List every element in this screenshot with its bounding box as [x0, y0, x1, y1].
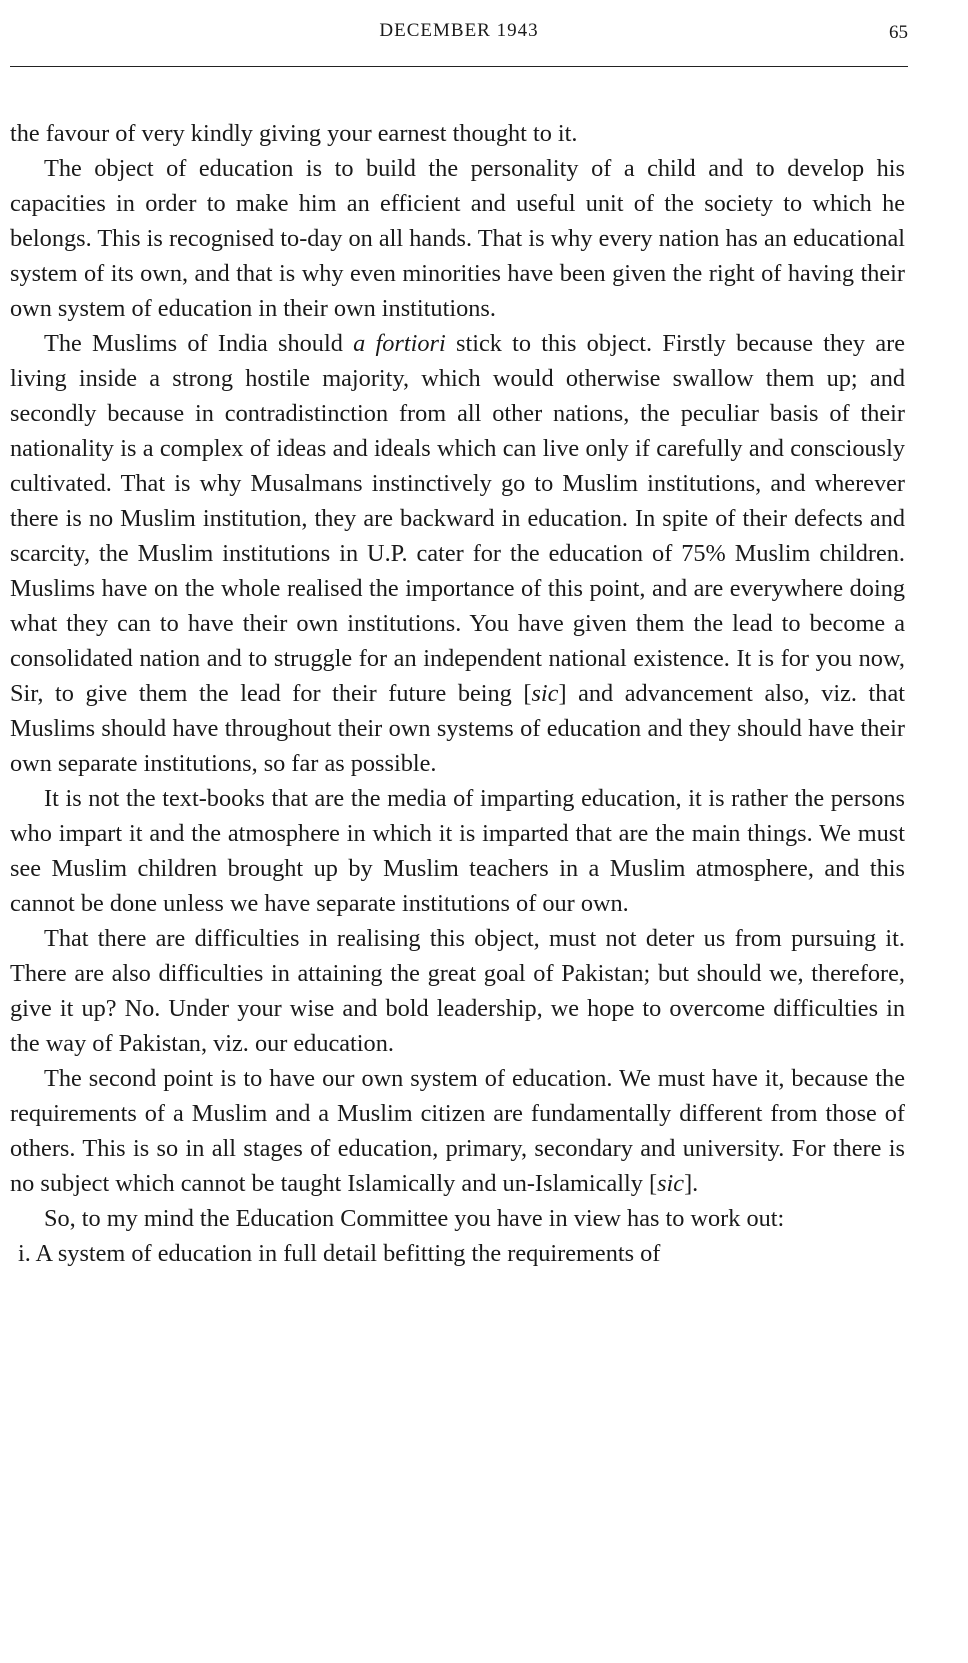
paragraph-3 — [10, 326, 905, 781]
paragraph-6-text-a: The second point is to have our own system of education. We must have it, because the requirements of a Muslim and a Muslim citizen are fundamentally different from those of others. This is so in all stages of education, primary, secondary and university. For there is no subject which cannot be taught Islamically and un-Islamically [ — [10, 1065, 905, 1197]
paragraph-4: It is not the text-books that are the media of imparting education, it is rather the persons who impart it and the atmosphere in which it is imparted that are the main things. We must see Muslim children brought up by Muslim teachers in a Muslim atmosphere, and this cannot be done unless we have separate institutions of our own. — [10, 785, 905, 917]
page-header — [10, 14, 908, 48]
paragraph-2: The object of education is to build the personality of a child and to develop his capacities in order to make him an efficient and useful unit of the society to which he belongs. This is recognised to-day on all hands. That is why every nation has an educational system of its own, and that is why even minorities have been given the right of having their own system of education in their own institutions. — [10, 155, 905, 322]
paragraph-3-text-a: The Muslims of India should — [44, 330, 343, 357]
running-head: DECEMBER 1943 — [379, 20, 539, 41]
letter-body — [10, 116, 905, 1271]
latin-phrase: a fortiori — [353, 330, 446, 357]
paragraph-5: That there are difficulties in realising this object, must not deter us from pursuing it. There are also difficulties in attaining the great goal of Pakistan; but should we, therefore, give it up? No. Under your wise and bold leadership, we hope to overcome difficulties in the way of Pakistan, viz. our education. — [10, 925, 905, 1057]
page-number: 65 — [889, 22, 908, 43]
paragraph-3-text-b: stick to this object. Firstly because they are living inside a strong hostile majority, which would otherwise swallow them up; and secondly because in contradistinction from all other nations, the peculiar basis of their nationality is a complex of ideas and ideals which can live only if carefully and consciously cultivated. That is why Musalmans instinctively go to Muslim institutions, and wherever there is no Muslim institution, they are backward in education. In spite of their defects and scarcity, the Muslim institutions in U.P. cater for the education of 75% Muslim children. Muslims have on the whole realised the importance of this point, and are everywhere doing what they can to have their own institutions. You have given them the lead to become a consolidated nation and to struggle for an independent national existence. It is for you now, Sir, to give them the lead for their future being [ — [10, 330, 905, 707]
paragraph-3-text-c: ] and advancement also, viz. that Muslims should have throughout their own systems of education and they should have their own separate institutions, so far as possible. — [10, 680, 905, 777]
paragraph-1: the favour of very kindly giving your earnest thought to it. — [10, 120, 578, 147]
sic-annotation: sic — [531, 680, 559, 707]
header-rule — [10, 66, 908, 67]
sic-annotation: sic — [657, 1170, 685, 1197]
paragraph-6-text-b: ]. — [684, 1170, 699, 1197]
paragraph-6 — [10, 1061, 905, 1201]
paragraph-7: So, to my mind the Education Committee you have in view has to work out: — [44, 1205, 785, 1232]
list-item-i: i. A system of education in full detail befitting the requirements of — [18, 1240, 661, 1267]
